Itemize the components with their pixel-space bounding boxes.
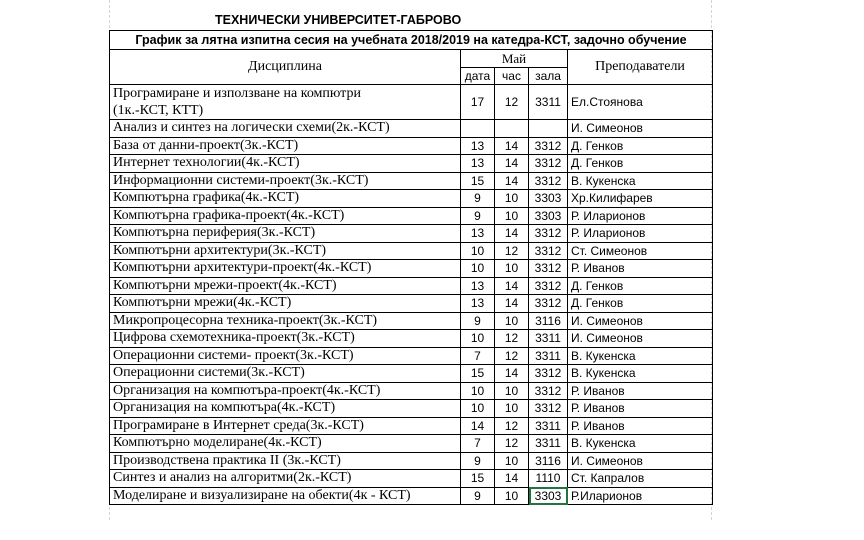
date-cell[interactable]: 9 xyxy=(461,487,495,505)
date-cell[interactable]: 10 xyxy=(461,242,495,260)
table-row xyxy=(110,452,713,470)
discipline-line: (1к.-КСТ, КТТ) xyxy=(113,103,204,118)
room-cell[interactable]: 3312 xyxy=(529,225,568,243)
table-row xyxy=(110,435,713,453)
teacher-cell[interactable]: Д. Генков xyxy=(568,277,713,295)
date-cell[interactable]: 9 xyxy=(461,452,495,470)
discipline-cell[interactable]: Компютърни архитектури-проект(4к.-КСТ) xyxy=(110,260,461,278)
room-cell[interactable]: 3312 xyxy=(529,242,568,260)
table-row xyxy=(110,312,713,330)
teacher-cell[interactable]: Р. Иванов xyxy=(568,382,713,400)
room-cell[interactable]: 3312 xyxy=(529,382,568,400)
hour-cell[interactable]: 10 xyxy=(495,207,529,225)
date-cell[interactable]: 15 xyxy=(461,470,495,488)
teacher-cell[interactable]: В. Кукенска xyxy=(568,435,713,453)
exam-schedule-table xyxy=(109,30,713,505)
header-month[interactable]: Май xyxy=(461,50,568,68)
teacher-cell[interactable]: Хр.Килифарев xyxy=(568,190,713,208)
hour-cell[interactable]: 12 xyxy=(495,330,529,348)
table-row xyxy=(110,470,713,488)
discipline-cell[interactable]: Цифрова схемотехника-проект(3к.-КСТ) xyxy=(110,330,461,348)
table-row xyxy=(110,417,713,435)
teacher-cell[interactable]: В. Кукенска xyxy=(568,347,713,365)
table-row xyxy=(110,155,713,173)
date-cell[interactable]: 9 xyxy=(461,190,495,208)
hour-cell[interactable]: 14 xyxy=(495,225,529,243)
table-row xyxy=(110,277,713,295)
hour-cell[interactable]: 12 xyxy=(495,435,529,453)
hour-cell[interactable]: 12 xyxy=(495,417,529,435)
room-cell[interactable]: 3116 xyxy=(529,452,568,470)
discipline-cell[interactable]: Компютърни архитектури(3к.-КСТ) xyxy=(110,242,461,260)
discipline-cell[interactable] xyxy=(110,85,461,120)
teacher-cell[interactable]: В. Кукенска xyxy=(568,172,713,190)
spreadsheet xyxy=(109,10,712,505)
room-cell[interactable]: 3311 xyxy=(529,347,568,365)
room-cell[interactable]: 3303 xyxy=(529,207,568,225)
date-cell[interactable]: 15 xyxy=(461,365,495,383)
hour-cell[interactable]: 14 xyxy=(495,295,529,313)
discipline-cell[interactable]: Синтез и анализ на алгоритми(2к.-КСТ) xyxy=(110,470,461,488)
discipline-cell[interactable]: Моделиране и визуализиране на обекти(4к - КСТ) xyxy=(110,487,461,505)
discipline-cell[interactable]: Организация на компютъра(4к.-КСТ) xyxy=(110,400,461,418)
teacher-cell[interactable]: Р. Иванов xyxy=(568,400,713,418)
hour-cell[interactable]: 12 xyxy=(495,85,529,120)
hour-cell[interactable]: 12 xyxy=(495,347,529,365)
room-cell[interactable] xyxy=(529,120,568,138)
teacher-cell[interactable]: Ст. Симеонов xyxy=(568,242,713,260)
teacher-cell[interactable]: Р.Иларионов xyxy=(568,487,713,505)
schedule-subtitle[interactable]: График за лятна изпитна сесия на учебната 2018/2019 на катедра-КСТ, задочно обучение xyxy=(110,31,713,50)
room-cell[interactable]: 3312 xyxy=(529,155,568,173)
table-row xyxy=(110,400,713,418)
teacher-cell[interactable]: В. Кукенска xyxy=(568,365,713,383)
room-cell[interactable]: 3312 xyxy=(529,260,568,278)
discipline-line: Програмиране и използване на компютри xyxy=(113,86,361,101)
table-row xyxy=(110,85,713,120)
teacher-cell[interactable]: И. Симеонов xyxy=(568,312,713,330)
room-cell[interactable]: 3311 xyxy=(529,435,568,453)
teacher-cell[interactable]: Д. Генков xyxy=(568,295,713,313)
hour-cell[interactable]: 10 xyxy=(495,487,529,505)
room-cell[interactable]: 3311 xyxy=(529,85,568,120)
hour-cell[interactable]: 14 xyxy=(495,155,529,173)
teacher-cell[interactable]: Р. Иларионов xyxy=(568,225,713,243)
discipline-cell[interactable]: Компютърна графика-проект(4к.-КСТ) xyxy=(110,207,461,225)
date-cell[interactable]: 17 xyxy=(461,85,495,120)
hour-cell[interactable] xyxy=(495,120,529,138)
teacher-cell[interactable]: Д. Генков xyxy=(568,155,713,173)
discipline-cell[interactable]: Производствена практика II (3к.-КСТ) xyxy=(110,452,461,470)
date-cell[interactable]: 10 xyxy=(461,330,495,348)
table-row xyxy=(110,137,713,155)
header-teachers[interactable]: Преподаватели xyxy=(568,50,713,85)
teacher-cell[interactable]: Р. Иванов xyxy=(568,417,713,435)
room-cell[interactable]: 3312 xyxy=(529,277,568,295)
room-cell[interactable]: 3312 xyxy=(529,365,568,383)
room-cell[interactable]: 3303 xyxy=(529,190,568,208)
header-date[interactable]: дата xyxy=(461,68,495,85)
discipline-cell[interactable]: База от данни-проект(3к.-КСТ) xyxy=(110,137,461,155)
room-cell[interactable]: 3311 xyxy=(529,330,568,348)
date-cell[interactable]: 9 xyxy=(461,207,495,225)
room-cell[interactable]: 1110 xyxy=(529,470,568,488)
table-row xyxy=(110,487,713,505)
room-cell[interactable]: 3116 xyxy=(529,312,568,330)
date-cell[interactable] xyxy=(461,120,495,138)
teacher-cell[interactable]: Р. Иванов xyxy=(568,260,713,278)
hour-cell[interactable]: 10 xyxy=(495,452,529,470)
discipline-cell[interactable]: Микропроцесорна техника-проект(3к.-КСТ) xyxy=(110,312,461,330)
table-row xyxy=(110,330,713,348)
hour-cell[interactable]: 14 xyxy=(495,277,529,295)
teacher-cell[interactable]: Д. Генков xyxy=(568,137,713,155)
date-cell[interactable]: 7 xyxy=(461,347,495,365)
discipline-cell[interactable]: Операционни системи(3к.-КСТ) xyxy=(110,365,461,383)
table-row xyxy=(110,382,713,400)
discipline-cell[interactable]: Анализ и синтез на логически схеми(2к.-КСТ) xyxy=(110,120,461,138)
date-cell[interactable]: 13 xyxy=(461,225,495,243)
table-row xyxy=(110,207,713,225)
table-row xyxy=(110,365,713,383)
date-cell[interactable]: 13 xyxy=(461,137,495,155)
room-cell[interactable]: 3311 xyxy=(529,417,568,435)
hour-cell[interactable]: 14 xyxy=(495,172,529,190)
room-cell[interactable]: 3312 xyxy=(529,172,568,190)
discipline-cell[interactable]: Програмиране в Интернет среда(3к.-КСТ) xyxy=(110,417,461,435)
page-title[interactable]: ТЕХНИЧЕСКИ УНИВЕРСИТЕТ-ГАБРОВО xyxy=(215,13,462,27)
date-cell[interactable]: 15 xyxy=(461,172,495,190)
hour-cell[interactable]: 14 xyxy=(495,137,529,155)
room-cell[interactable]: 3312 xyxy=(529,295,568,313)
date-cell[interactable]: 10 xyxy=(461,260,495,278)
discipline-cell[interactable]: Компютърни мрежи-проект(4к.-КСТ) xyxy=(110,277,461,295)
table-row xyxy=(110,172,713,190)
discipline-cell[interactable]: Компютърна графика(4к.-КСТ) xyxy=(110,190,461,208)
discipline-cell[interactable]: Компютърни мрежи(4к.-КСТ) xyxy=(110,295,461,313)
table-row xyxy=(110,120,713,138)
hour-cell[interactable]: 14 xyxy=(495,365,529,383)
teacher-cell[interactable]: И. Симеонов xyxy=(568,120,713,138)
table-row xyxy=(110,190,713,208)
date-cell[interactable]: 7 xyxy=(461,435,495,453)
hour-cell[interactable]: 12 xyxy=(495,242,529,260)
discipline-cell[interactable]: Компютърна периферия(3к.-КСТ) xyxy=(110,225,461,243)
date-cell[interactable]: 13 xyxy=(461,155,495,173)
hour-cell[interactable]: 14 xyxy=(495,470,529,488)
hour-cell[interactable]: 10 xyxy=(495,400,529,418)
teacher-cell[interactable]: И. Симеонов xyxy=(568,330,713,348)
hour-cell[interactable]: 10 xyxy=(495,312,529,330)
discipline-cell[interactable]: Организация на компютъра-проект(4к.-КСТ) xyxy=(110,382,461,400)
teacher-cell[interactable]: Ел.Стоянова xyxy=(568,85,713,120)
hour-cell[interactable]: 10 xyxy=(495,382,529,400)
table-row xyxy=(110,225,713,243)
hour-cell[interactable]: 10 xyxy=(495,260,529,278)
room-cell[interactable]: 3312 xyxy=(529,137,568,155)
date-cell[interactable]: 13 xyxy=(461,295,495,313)
teacher-cell[interactable]: Ст. Капралов xyxy=(568,470,713,488)
teacher-cell[interactable]: И. Симеонов xyxy=(568,452,713,470)
header-room[interactable]: зала xyxy=(529,68,568,85)
table-row xyxy=(110,347,713,365)
date-cell[interactable]: 10 xyxy=(461,400,495,418)
room-cell[interactable]: 3303 xyxy=(529,487,568,505)
date-cell[interactable]: 10 xyxy=(461,382,495,400)
table-row xyxy=(110,260,713,278)
subtitle-row xyxy=(110,31,713,50)
date-cell[interactable]: 9 xyxy=(461,312,495,330)
room-cell[interactable]: 3312 xyxy=(529,400,568,418)
discipline-cell[interactable]: Операционни системи- проект(3к.-КСТ) xyxy=(110,347,461,365)
discipline-cell[interactable]: Информационни системи-проект(3к.-КСТ) xyxy=(110,172,461,190)
hour-cell[interactable]: 10 xyxy=(495,190,529,208)
table-row xyxy=(110,242,713,260)
header-hour[interactable]: час xyxy=(495,68,529,85)
header-row xyxy=(110,50,713,68)
table-row xyxy=(110,295,713,313)
header-discipline[interactable]: Дисциплина xyxy=(110,50,461,85)
discipline-cell[interactable]: Компютърно моделиране(4к.-КСТ) xyxy=(110,435,461,453)
date-cell[interactable]: 14 xyxy=(461,417,495,435)
teacher-cell[interactable]: Р. Иларионов xyxy=(568,207,713,225)
date-cell[interactable]: 13 xyxy=(461,277,495,295)
discipline-cell[interactable]: Интернет технологии(4к.-КСТ) xyxy=(110,155,461,173)
